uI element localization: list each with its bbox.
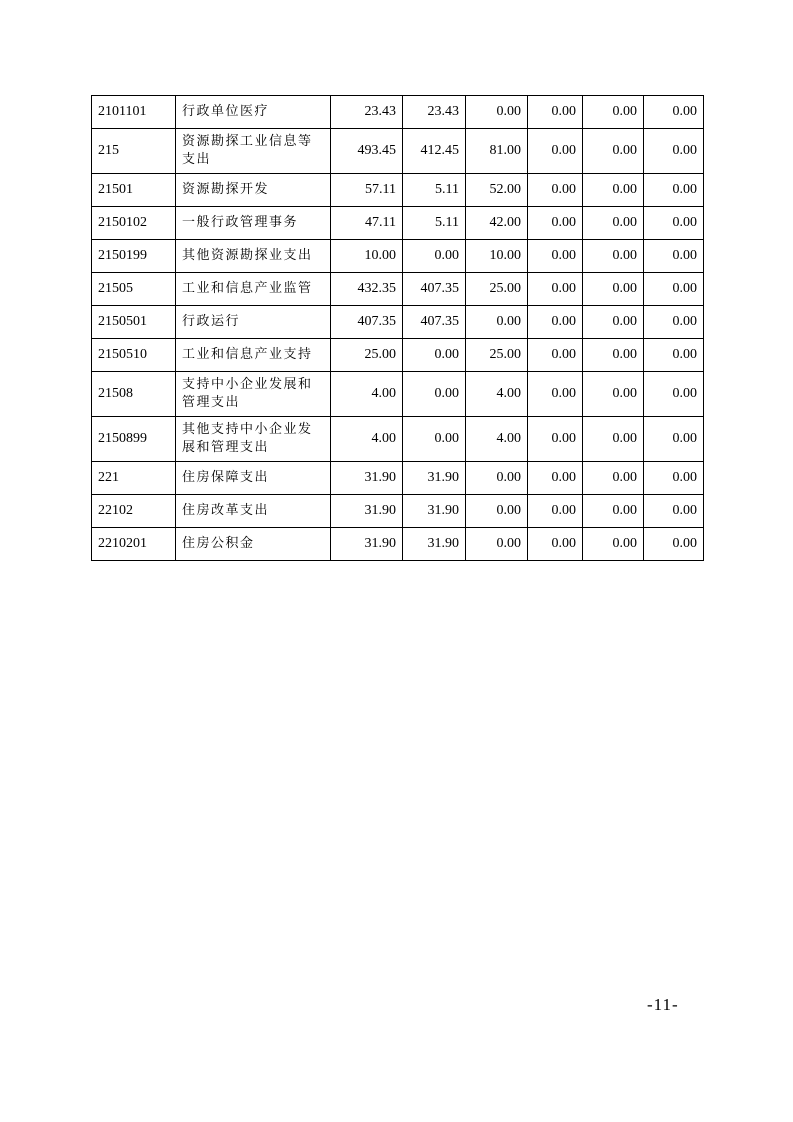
- amount-cell: 0.00: [528, 273, 583, 306]
- amount-cell: 81.00: [466, 129, 528, 174]
- subject-code: 2150199: [92, 240, 176, 273]
- amount-cell: 0.00: [644, 306, 704, 339]
- amount-cell: 0.00: [583, 207, 644, 240]
- subject-name: 资源勘探开发: [176, 174, 331, 207]
- amount-cell: 25.00: [466, 339, 528, 372]
- subject-code: 21505: [92, 273, 176, 306]
- amount-cell: 493.45: [331, 129, 403, 174]
- amount-cell: 31.90: [403, 528, 466, 561]
- amount-cell: 0.00: [583, 417, 644, 462]
- subject-name: 支持中小企业发展和管理支出: [176, 372, 331, 417]
- subject-name: 住房改革支出: [176, 495, 331, 528]
- amount-cell: 0.00: [466, 528, 528, 561]
- table-row: [92, 273, 704, 306]
- subject-code: 22102: [92, 495, 176, 528]
- amount-cell: 31.90: [331, 495, 403, 528]
- amount-cell: 0.00: [583, 495, 644, 528]
- amount-cell: 4.00: [331, 372, 403, 417]
- amount-cell: 0.00: [466, 306, 528, 339]
- amount-cell: 57.11: [331, 174, 403, 207]
- amount-cell: 0.00: [644, 129, 704, 174]
- subject-name: 工业和信息产业支持: [176, 339, 331, 372]
- amount-cell: 0.00: [583, 339, 644, 372]
- amount-cell: 0.00: [583, 129, 644, 174]
- amount-cell: 0.00: [583, 96, 644, 129]
- subject-name: 工业和信息产业监管: [176, 273, 331, 306]
- subject-name: 一般行政管理事务: [176, 207, 331, 240]
- amount-cell: 0.00: [583, 273, 644, 306]
- table-row: [92, 417, 704, 462]
- amount-cell: 0.00: [528, 96, 583, 129]
- amount-cell: 0.00: [583, 240, 644, 273]
- amount-cell: 23.43: [331, 96, 403, 129]
- amount-cell: 407.35: [403, 306, 466, 339]
- amount-cell: 0.00: [644, 495, 704, 528]
- amount-cell: 0.00: [644, 240, 704, 273]
- amount-cell: 0.00: [528, 462, 583, 495]
- amount-cell: 0.00: [528, 372, 583, 417]
- subject-code: 21508: [92, 372, 176, 417]
- amount-cell: 0.00: [644, 462, 704, 495]
- amount-cell: 0.00: [644, 273, 704, 306]
- table-row: [92, 174, 704, 207]
- amount-cell: 31.90: [403, 462, 466, 495]
- subject-code: 2150102: [92, 207, 176, 240]
- amount-cell: 25.00: [466, 273, 528, 306]
- amount-cell: 0.00: [528, 495, 583, 528]
- amount-cell: 0.00: [528, 528, 583, 561]
- amount-cell: 47.11: [331, 207, 403, 240]
- amount-cell: 25.00: [331, 339, 403, 372]
- amount-cell: 31.90: [331, 528, 403, 561]
- page-number: -11-: [647, 995, 679, 1014]
- amount-cell: 4.00: [331, 417, 403, 462]
- amount-cell: 0.00: [583, 174, 644, 207]
- amount-cell: 4.00: [466, 417, 528, 462]
- table-row: [92, 306, 704, 339]
- amount-cell: 0.00: [403, 240, 466, 273]
- subject-name: 行政单位医疗: [176, 96, 331, 129]
- subject-code: 21501: [92, 174, 176, 207]
- amount-cell: 0.00: [583, 528, 644, 561]
- table-row: [92, 240, 704, 273]
- amount-cell: 52.00: [466, 174, 528, 207]
- subject-name: 行政运行: [176, 306, 331, 339]
- amount-cell: 10.00: [331, 240, 403, 273]
- amount-cell: 0.00: [644, 207, 704, 240]
- table-row: [92, 528, 704, 561]
- amount-cell: 10.00: [466, 240, 528, 273]
- amount-cell: 432.35: [331, 273, 403, 306]
- amount-cell: 0.00: [644, 417, 704, 462]
- amount-cell: 0.00: [528, 240, 583, 273]
- amount-cell: 0.00: [528, 129, 583, 174]
- amount-cell: 0.00: [644, 174, 704, 207]
- amount-cell: 0.00: [403, 372, 466, 417]
- subject-name: 资源勘探工业信息等支出: [176, 129, 331, 174]
- subject-code: 221: [92, 462, 176, 495]
- amount-cell: 0.00: [583, 462, 644, 495]
- amount-cell: 0.00: [466, 495, 528, 528]
- table-row: [92, 129, 704, 174]
- table-row: [92, 207, 704, 240]
- amount-cell: 42.00: [466, 207, 528, 240]
- subject-code: 2150899: [92, 417, 176, 462]
- amount-cell: 23.43: [403, 96, 466, 129]
- table-row: [92, 495, 704, 528]
- amount-cell: 0.00: [528, 174, 583, 207]
- amount-cell: 0.00: [528, 417, 583, 462]
- amount-cell: 31.90: [403, 495, 466, 528]
- subject-code: 2150510: [92, 339, 176, 372]
- subject-code: 2210201: [92, 528, 176, 561]
- amount-cell: 0.00: [528, 207, 583, 240]
- table-row: [92, 96, 704, 129]
- amount-cell: 5.11: [403, 207, 466, 240]
- amount-cell: 0.00: [403, 339, 466, 372]
- amount-cell: 407.35: [331, 306, 403, 339]
- table-row: [92, 372, 704, 417]
- amount-cell: 0.00: [528, 339, 583, 372]
- subject-code: 215: [92, 129, 176, 174]
- amount-cell: 0.00: [528, 306, 583, 339]
- amount-cell: 0.00: [644, 96, 704, 129]
- amount-cell: 0.00: [644, 372, 704, 417]
- subject-name: 住房保障支出: [176, 462, 331, 495]
- amount-cell: 0.00: [644, 528, 704, 561]
- budget-table: [91, 95, 704, 561]
- amount-cell: 31.90: [331, 462, 403, 495]
- amount-cell: 0.00: [583, 306, 644, 339]
- amount-cell: 0.00: [583, 372, 644, 417]
- amount-cell: 5.11: [403, 174, 466, 207]
- subject-code: 2101101: [92, 96, 176, 129]
- amount-cell: 4.00: [466, 372, 528, 417]
- table-row: [92, 462, 704, 495]
- amount-cell: 0.00: [403, 417, 466, 462]
- subject-name: 其他支持中小企业发展和管理支出: [176, 417, 331, 462]
- amount-cell: 0.00: [466, 96, 528, 129]
- subject-name: 住房公积金: [176, 528, 331, 561]
- amount-cell: 0.00: [644, 339, 704, 372]
- subject-code: 2150501: [92, 306, 176, 339]
- amount-cell: 0.00: [466, 462, 528, 495]
- subject-name: 其他资源勘探业支出: [176, 240, 331, 273]
- table-row: [92, 339, 704, 372]
- amount-cell: 407.35: [403, 273, 466, 306]
- amount-cell: 412.45: [403, 129, 466, 174]
